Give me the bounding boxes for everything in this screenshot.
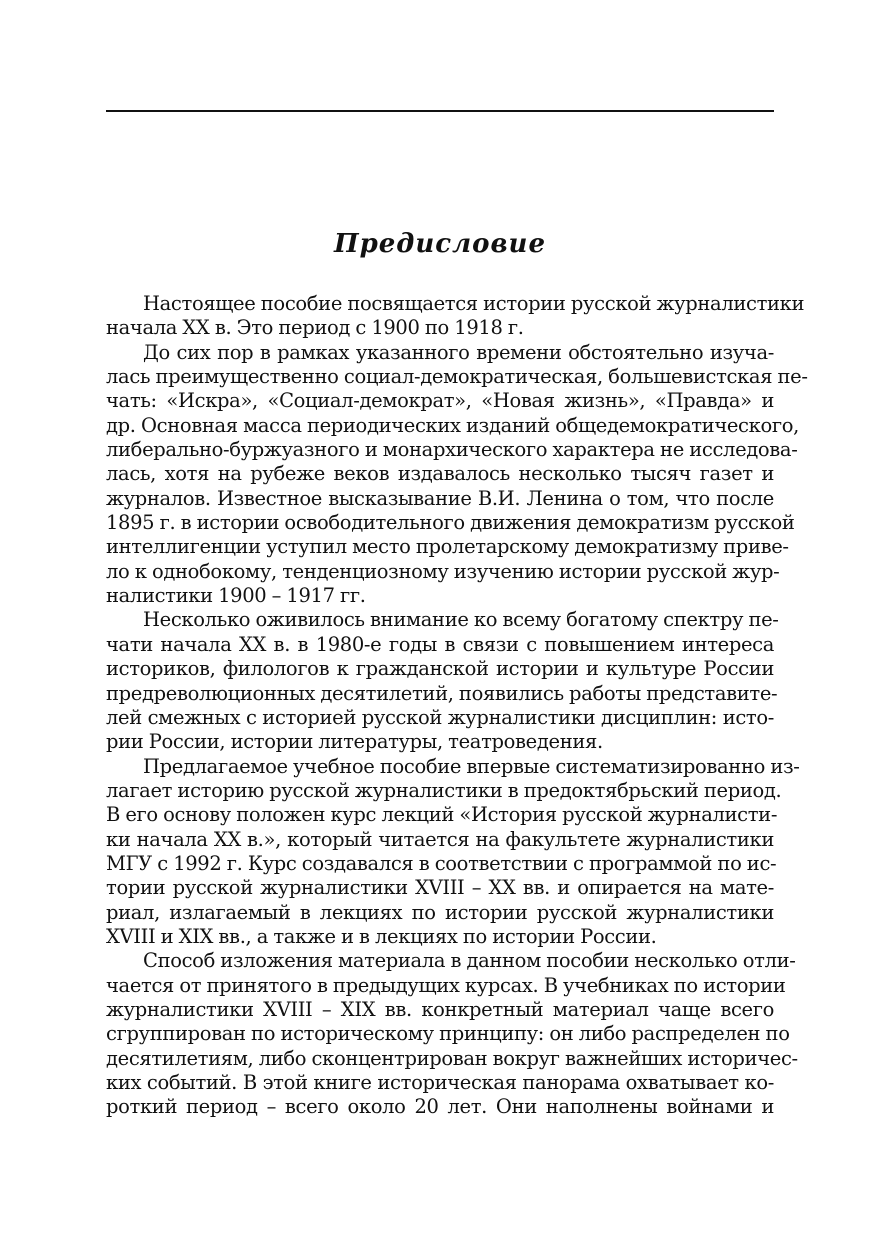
- header-rule: [106, 110, 774, 112]
- text-line: роткий период – всего около 20 лет. Они наполнены войнами и: [106, 1095, 774, 1119]
- text-line: десятилетиям, либо сконцентрирован вокруг важнейших историчес-: [106, 1046, 798, 1070]
- text-line: риал, излагаемый в лекциях по истории русской журналистики: [106, 900, 774, 924]
- text-line: сгруппирован по историческому принципу: он либо распределен по: [106, 1022, 790, 1046]
- body-text: [106, 292, 808, 1120]
- text-line: налистики 1900 – 1917 гг.: [106, 584, 366, 608]
- text-line: Предлагаемое учебное пособие впервые систематизированно из-: [143, 754, 800, 778]
- text-line: тории русской журналистики XVIII – XX вв. и опирается на мате-: [106, 876, 774, 900]
- paragraph: [106, 949, 798, 1119]
- text-line: лась преимущественно социал-демократическая, большевистская пе-: [106, 365, 808, 389]
- text-line: чать: «Искра», «Социал-демократ», «Новая жизнь», «Правда» и: [106, 389, 774, 413]
- text-line: рии России, истории литературы, театроведения.: [106, 730, 603, 754]
- text-line: Несколько оживилось внимание ко всему богатому спектру пе-: [143, 608, 779, 632]
- text-line: начала XX в. Это период с 1900 по 1918 г.: [106, 316, 524, 340]
- text-line: лей смежных с историей русской журналистики дисциплин: исто-: [106, 705, 774, 729]
- text-line: Способ изложения материала в данном пособии несколько отли-: [143, 949, 796, 973]
- paragraph: [106, 340, 808, 609]
- paragraph: [106, 608, 779, 754]
- paragraph: [106, 292, 805, 341]
- text-line: В его основу положен курс лекций «История русской журналисти-: [106, 803, 778, 827]
- paragraph: [106, 754, 800, 950]
- text-line: интеллигенции уступил место пролетарскому демократизму приве-: [106, 535, 789, 559]
- text-line: лагает историю русской журналистики в предоктябрьский период.: [106, 778, 782, 802]
- text-line: 1895 г. в истории освободительного движения демократизм русской: [106, 511, 795, 535]
- text-line: МГУ с 1992 г. Курс создавался в соответствии с программой по ис-: [106, 851, 777, 875]
- text-line: предреволюционных десятилетий, появились работы представите-: [106, 681, 778, 705]
- text-line: др. Основная масса периодических изданий общедемократического,: [106, 413, 799, 437]
- text-line: либерально-буржуазного и монархического характера не исследова-: [106, 438, 798, 462]
- text-line: журналов. Известное высказывание В.И. Ленина о том, что после: [106, 486, 774, 510]
- text-line: Настоящее пособие посвящается истории русской журналистики: [143, 292, 805, 315]
- text-line: чается от принятого в предыдущих курсах. В учебниках по истории: [106, 973, 786, 997]
- text-line: журналистики XVIII – XIX вв. конкретный материал чаще всего: [106, 997, 774, 1021]
- text-line: ких событий. В этой книге историческая панорама охватывает ко-: [106, 1071, 774, 1094]
- text-line: До сих пор в рамках указанного времени обстоятельно изуча-: [143, 340, 774, 364]
- text-line: XVIII и XIX вв., а также и в лекциях по истории России.: [106, 924, 657, 948]
- text-line: историков, филологов к гражданской истории и культуре России: [106, 657, 774, 681]
- text-line: лась, хотя на рубеже веков издавалось несколько тысяч газет и: [106, 462, 774, 486]
- page-title: Предисловие: [334, 229, 546, 259]
- text-line: чати начала XX в. в 1980-е годы в связи с повышением интереса: [106, 632, 774, 656]
- text-line: ло к однобокому, тенденциозному изучению истории русской жур-: [106, 559, 780, 583]
- text-line: ки начала XX в.», который читается на факультете журналистики: [106, 827, 774, 851]
